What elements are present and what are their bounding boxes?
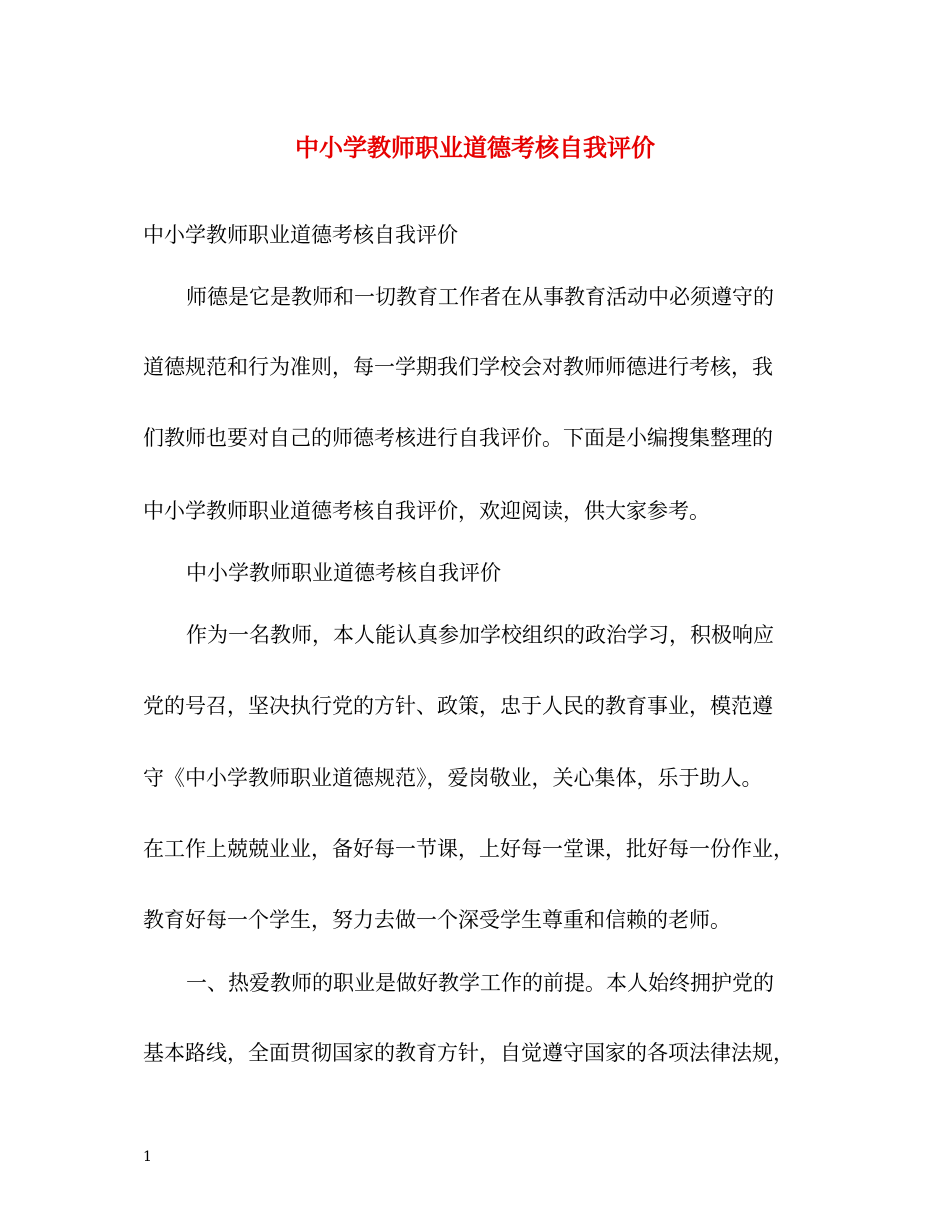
body-line: 在工作上兢兢业业，备好每一节课，上好每一堂课，批好每一份作业， [143,837,794,861]
body-line: 们教师也要对自己的师德考核进行自我评价。下面是小编搜集整理的 [143,426,773,450]
body-line: 党的号召，坚决执行党的方针、政策，忠于人民的教育事业，模范遵 [143,694,773,718]
body-line: 中小学教师职业道德考核自我评价 [186,561,501,585]
body-line: 中小学教师职业道德考核自我评价，欢迎阅读，供大家参考。 [143,499,710,523]
body-line: 道德规范和行为准则，每一学期我们学校会对教师师德进行考核，我 [143,355,773,379]
body-line: 师德是它是教师和一切教育工作者在从事教育活动中必须遵守的 [186,285,774,309]
body-line: 教育好每一个学生，努力去做一个深受学生尊重和信赖的老师。 [143,908,731,932]
page-title: 中小学教师职业道德考核自我评价 [295,133,655,162]
body-line: 作为一名教师，本人能认真参加学校组织的政治学习，积极响应 [186,623,774,647]
page-number: 1 [143,1149,152,1165]
body-line: 守《中小学教师职业道德规范》，爱岗敬业，关心集体，乐于助人。 [143,766,763,790]
body-line: 一、热爱教师的职业是做好教学工作的前提。本人始终拥护党的 [186,971,774,995]
body-line: 基本路线，全面贯彻国家的教育方针，自觉遵守国家的各项法律法规， [143,1041,794,1065]
body-line: 中小学教师职业道德考核自我评价 [143,223,458,247]
